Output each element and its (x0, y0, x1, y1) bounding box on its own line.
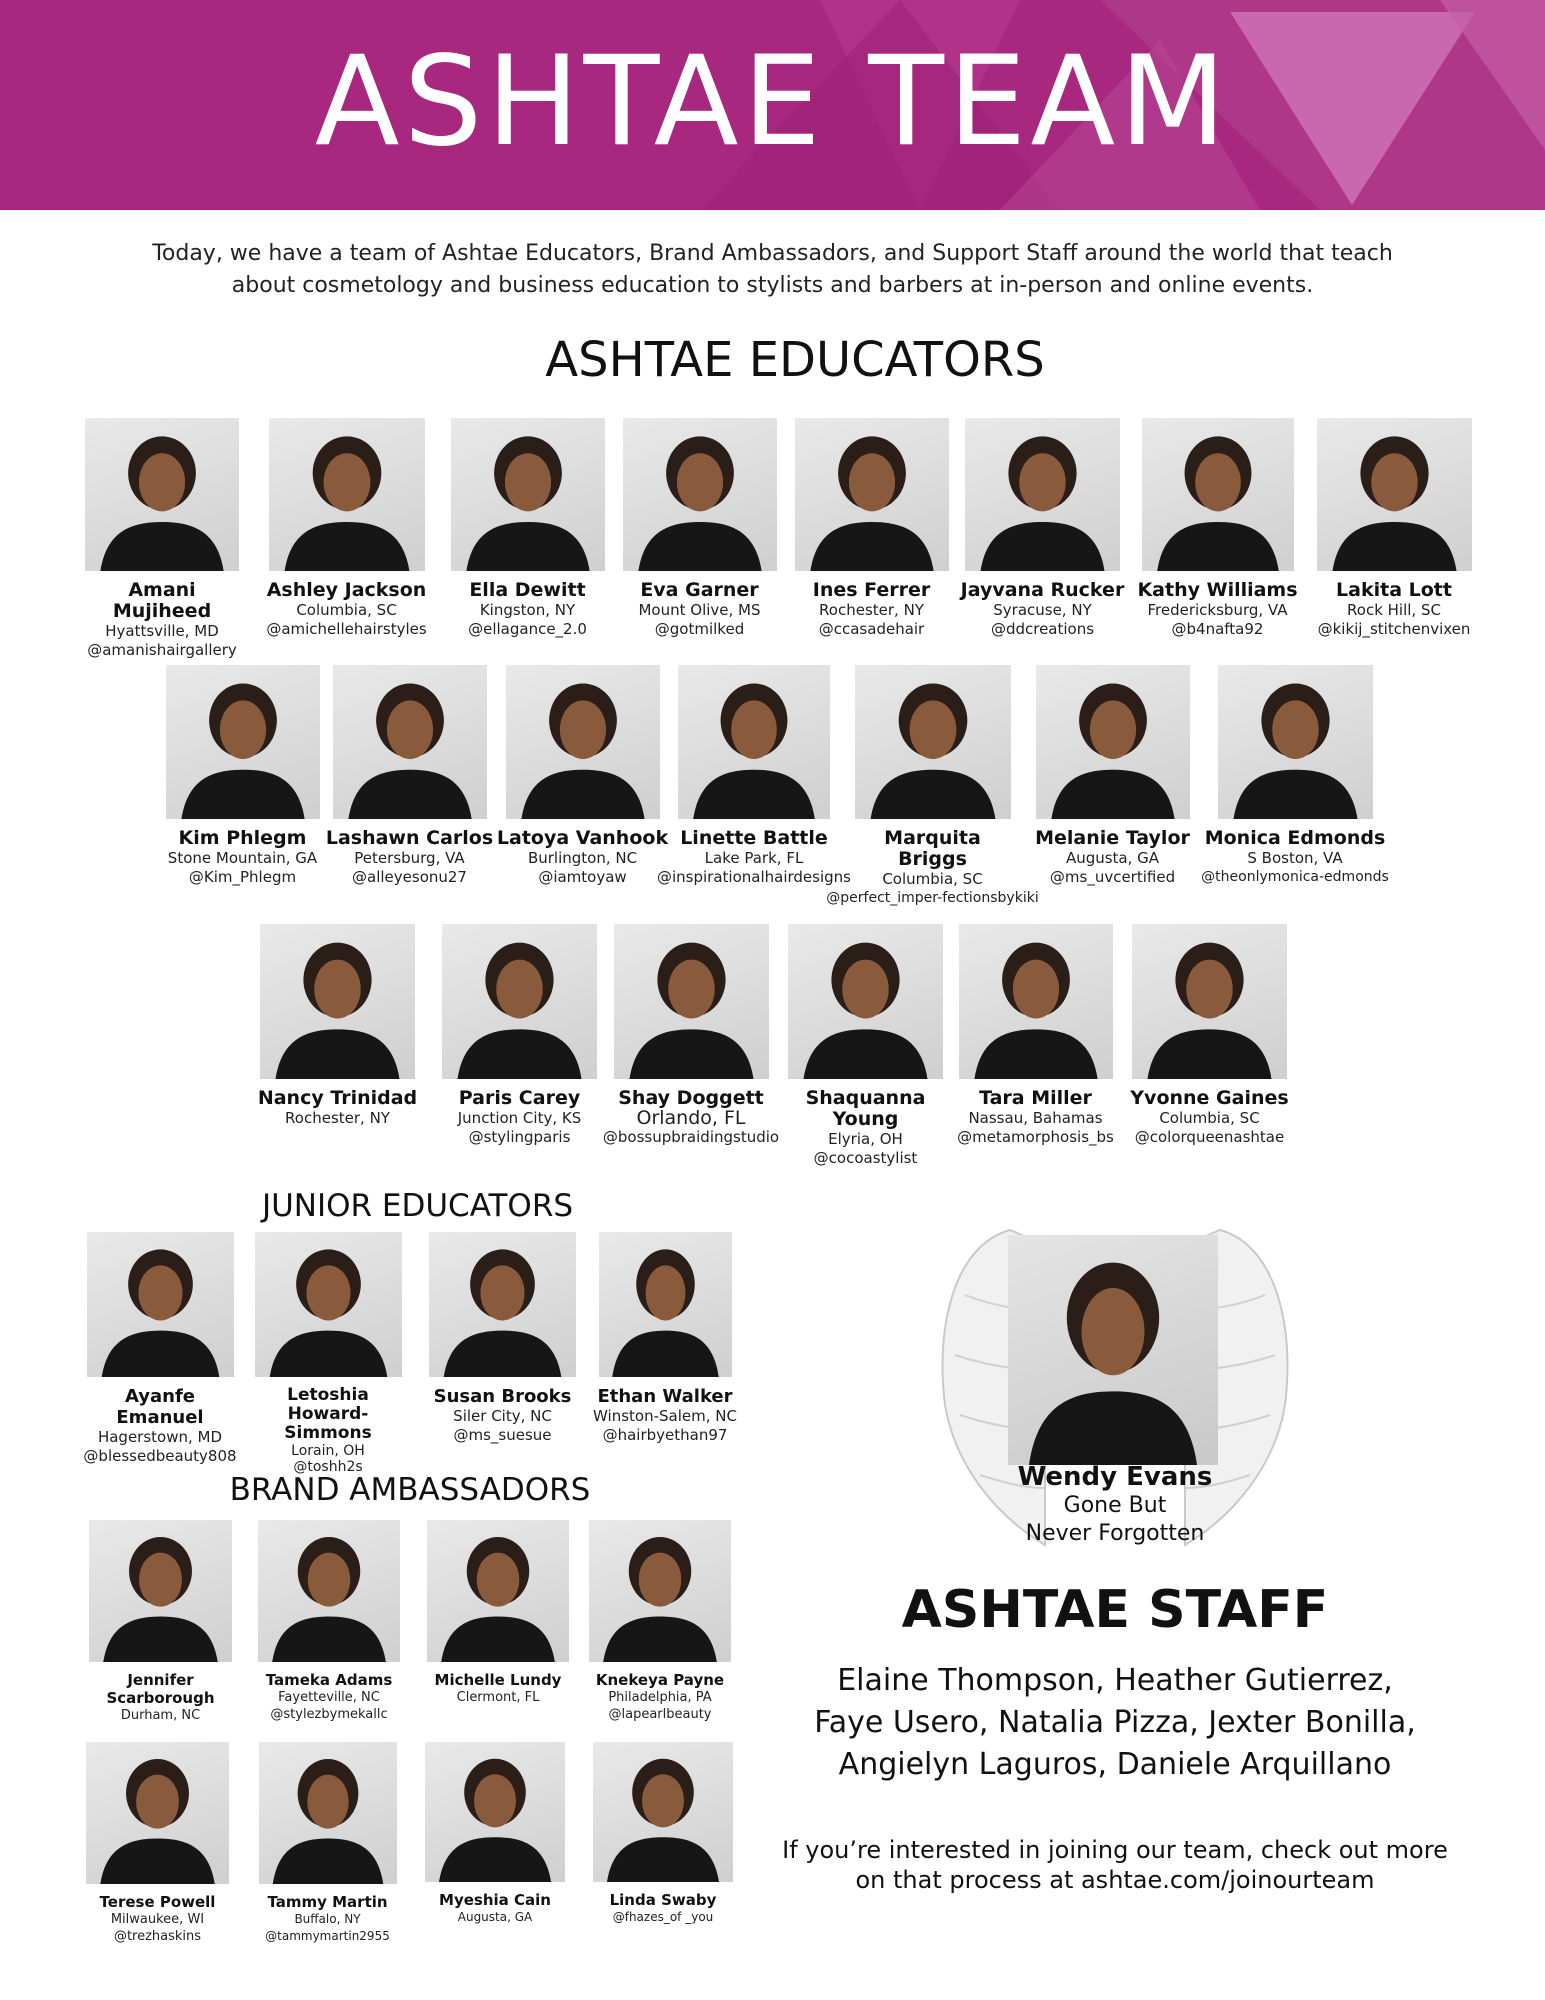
member-name: Lashawn Carlos (325, 827, 494, 849)
member-handle: @theonlymonica-edmonds (1201, 869, 1389, 885)
member-location: S Boston, VA (1247, 849, 1343, 867)
member-location: Lake Park, FL (704, 849, 804, 867)
member-location: Durham, NC (120, 1708, 201, 1723)
member-location: Siler City, NC (453, 1407, 552, 1425)
portrait-photo (959, 924, 1113, 1079)
portrait-photo (260, 924, 415, 1079)
member-handle: @colorqueenashtae (1134, 1128, 1285, 1146)
portrait-photo (89, 1520, 232, 1662)
member-name: Kathy Williams (1137, 579, 1298, 601)
portrait-photo (258, 1520, 400, 1662)
junior-card (585, 1232, 745, 1445)
portrait-silhouette (623, 418, 777, 571)
educator-card (1304, 418, 1484, 639)
member-location: Mount Olive, MS (638, 601, 761, 619)
portrait-photo (425, 1742, 565, 1882)
staff-heading: ASHTAE STAFF (901, 1580, 1329, 1640)
portrait-silhouette (788, 924, 943, 1079)
portrait-photo (333, 665, 487, 819)
member-name: Tameka Adams (265, 1671, 393, 1689)
member-name: Ella Dewitt (469, 579, 586, 601)
memorial-portrait-photo (1008, 1235, 1218, 1465)
memorial-name: Wendy Evans (1017, 1462, 1213, 1492)
portrait-photo (599, 1232, 732, 1377)
member-name: Lakita Lott (1336, 579, 1452, 601)
member-location: Hagerstown, MD (97, 1428, 223, 1446)
portrait-silhouette (1218, 665, 1373, 819)
member-location: Junction City, KS (457, 1109, 582, 1127)
educator-card (948, 924, 1123, 1147)
educator-card (250, 924, 425, 1128)
member-handle: @cocoastylist (813, 1149, 918, 1167)
member-name: Linette Battle (680, 827, 828, 849)
portrait-silhouette (678, 665, 830, 819)
member-handle: @ccasadehair (818, 620, 925, 638)
portrait-silhouette (427, 1520, 569, 1662)
member-name: Ashley Jackson (266, 579, 427, 601)
ambassador-card (418, 1520, 578, 1706)
member-handle: @fhazes_of _you (612, 1910, 714, 1924)
ambassador-card (78, 1520, 243, 1724)
educators-heading: ASHTAE EDUCATORS (545, 332, 1045, 388)
memorial-caption (965, 1462, 1265, 1548)
member-location: Buffalo, NY (294, 1912, 361, 1926)
educator-card (612, 418, 787, 639)
staff-line-3: Angielyn Laguros, Daniele Arquillano (838, 1747, 1392, 1782)
ambassador-card (580, 1520, 740, 1723)
member-handle: @ms_uvcertified (1049, 868, 1176, 886)
portrait-photo (614, 924, 769, 1079)
member-location: Rochester, NY (819, 601, 924, 619)
portrait-silhouette (255, 1232, 402, 1377)
member-handle: @metamorphosis_bs (957, 1128, 1114, 1146)
junior-card (248, 1232, 408, 1475)
staff-line-1: Elaine Thompson, Heather Gutierrez, (837, 1663, 1393, 1698)
member-name: Myeshia Cain (439, 1891, 551, 1909)
member-handle: @perfect_imper-fectionsbykiki (826, 890, 1039, 906)
educator-card (440, 418, 615, 639)
member-location: Winston-Salem, NC (593, 1407, 737, 1425)
ambassador-card (249, 1520, 409, 1723)
educator-card (596, 924, 786, 1147)
intro-text: Today, we have a team of Ashtae Educators, Brand Ambassadors, and Support Staff around the world that teach about cosmetology and business education to stylists and barbers at in-person and online events. (152, 241, 1393, 298)
portrait-photo (442, 924, 597, 1079)
portrait-silhouette (425, 1742, 565, 1882)
educator-card (778, 924, 953, 1168)
junior-card (80, 1232, 240, 1466)
portrait-silhouette (855, 665, 1011, 819)
member-location: Milwaukee, WI (110, 1912, 205, 1927)
member-handle: @lapearlbeauty (608, 1707, 712, 1722)
staff-names (800, 1660, 1430, 1786)
member-handle: @amanishairgallery (87, 641, 237, 659)
member-name: Latoya Vanhook (496, 827, 669, 849)
member-location: Nassau, Bahamas (968, 1109, 1103, 1127)
portrait-silhouette (959, 924, 1113, 1079)
portrait-photo (259, 1742, 397, 1884)
junior-card (420, 1232, 585, 1445)
member-handle: @alleyesonu27 (352, 868, 467, 886)
member-handle: @toshh2s (293, 1459, 363, 1475)
member-name: Ayanfe Emanuel (116, 1386, 204, 1428)
portrait-silhouette (589, 1520, 731, 1662)
memorial-line-1: Gone But (1063, 1493, 1167, 1518)
portrait-silhouette (86, 1742, 229, 1884)
member-name: Shaquanna Young (805, 1087, 926, 1130)
portrait-photo (429, 1232, 576, 1377)
member-location: Orlando, FL (636, 1107, 746, 1129)
header-banner (0, 0, 1545, 210)
member-location: Burlington, NC (527, 849, 638, 867)
member-location: Augusta, GA (1065, 849, 1160, 867)
join-line-2: on that process at ashtae.com/joinourteam (855, 1866, 1375, 1894)
portrait-silhouette (1008, 1235, 1218, 1465)
educator-card (495, 665, 670, 887)
portrait-photo (855, 665, 1011, 819)
member-location: Stone Mountain, GA (167, 849, 318, 867)
member-location: Augusta, GA (457, 1910, 533, 1924)
educator-card (955, 418, 1130, 639)
ambassador-card (80, 1742, 235, 1945)
portrait-silhouette (259, 1742, 397, 1884)
member-name: Kim Phlegm (178, 827, 307, 849)
member-name: Jennifer Scarborough (106, 1671, 215, 1707)
member-location: Columbia, SC (296, 601, 397, 619)
portrait-photo (1132, 924, 1287, 1079)
member-location: Fayetteville, NC (278, 1690, 380, 1705)
member-location: Syracuse, NY (993, 601, 1092, 619)
educator-card (815, 665, 1050, 908)
member-name: Terese Powell (99, 1893, 216, 1911)
member-name: Knekeya Payne (595, 1671, 725, 1689)
member-location: Philadelphia, PA (608, 1690, 712, 1705)
portrait-silhouette (965, 418, 1120, 571)
portrait-photo (255, 1232, 402, 1377)
educator-card (432, 924, 607, 1147)
page-title: ASHTAE TEAM (314, 30, 1231, 174)
member-name: Susan Brooks (433, 1386, 572, 1407)
portrait-silhouette (85, 418, 239, 571)
member-handle: @b4nafta92 (1171, 620, 1264, 638)
member-location: Columbia, SC (882, 870, 983, 888)
member-name: Paris Carey (458, 1087, 581, 1109)
member-handle: @Kim_Phlegm (188, 868, 297, 886)
member-handle: @ddcreations (990, 620, 1095, 638)
member-handle: @trezhaskins (113, 1929, 202, 1944)
member-location: Lorain, OH (291, 1443, 365, 1459)
portrait-photo (788, 924, 943, 1079)
portrait-silhouette (1317, 418, 1472, 571)
member-location: Hyattsville, MD (105, 622, 219, 640)
join-line-1: If you’re interested in joining our team, check out more (782, 1836, 1448, 1864)
ambassador-card (415, 1742, 575, 1926)
portrait-photo (85, 418, 239, 571)
portrait-photo (451, 418, 605, 571)
junior-heading: JUNIOR EDUCATORS (261, 1188, 574, 1224)
educator-card (82, 418, 242, 660)
portrait-silhouette (1036, 665, 1190, 819)
member-name: Tammy Martin (267, 1893, 388, 1911)
member-handle: @inspirationalhairdesigns (657, 868, 851, 886)
portrait-photo (427, 1520, 569, 1662)
portrait-silhouette (599, 1232, 732, 1377)
member-name: Amani Mujiheed (112, 579, 212, 622)
member-name: Eva Garner (640, 579, 759, 601)
member-location: Rock Hill, SC (1347, 601, 1441, 619)
member-location: Kingston, NY (479, 601, 576, 619)
member-location: Elyria, OH (828, 1130, 903, 1148)
member-name: Nancy Trinidad (257, 1087, 418, 1109)
member-location: Clermont, FL (456, 1690, 540, 1705)
portrait-silhouette (1142, 418, 1294, 571)
educator-card (259, 418, 434, 639)
portrait-silhouette (429, 1232, 576, 1377)
member-handle: @iamtoyaw (538, 868, 627, 886)
member-name: Linda Swaby (609, 1891, 717, 1909)
member-handle: @stylezbymekallc (270, 1707, 388, 1722)
educator-card (784, 418, 959, 639)
member-location: Petersburg, VA (354, 849, 465, 867)
portrait-silhouette (1132, 924, 1287, 1079)
member-handle: @hairbyethan97 (602, 1426, 728, 1444)
portrait-photo (593, 1742, 733, 1882)
member-location: Fredericksburg, VA (1147, 601, 1288, 619)
educator-card (1190, 665, 1400, 887)
member-handle: @stylingparis (468, 1128, 571, 1146)
educator-card (1025, 665, 1200, 887)
portrait-silhouette (269, 418, 425, 571)
member-handle: @blessedbeauty808 (83, 1447, 237, 1465)
member-handle: @amichellehairstyles (266, 620, 427, 638)
member-handle: @kikij_stitchenvixen (1317, 620, 1471, 638)
memorial-line-2: Never Forgotten (1025, 1521, 1205, 1546)
portrait-photo (623, 418, 777, 571)
member-location: Columbia, SC (1159, 1109, 1260, 1127)
portrait-photo (269, 418, 425, 571)
portrait-silhouette (593, 1742, 733, 1882)
member-name: Marquita Briggs (884, 827, 981, 870)
member-name: Tara Miller (979, 1087, 1092, 1109)
portrait-photo (166, 665, 320, 819)
portrait-photo (1218, 665, 1373, 819)
member-name: Ethan Walker (597, 1386, 733, 1407)
member-name: Letoshia Howard-Simmons (284, 1385, 372, 1443)
staff-line-2: Faye Usero, Natalia Pizza, Jexter Bonilla, (814, 1705, 1416, 1740)
portrait-silhouette (614, 924, 769, 1079)
member-handle: @bossupbraidingstudio (602, 1128, 780, 1146)
member-name: Michelle Lundy (434, 1671, 562, 1689)
member-handle: @ellagance_2.0 (468, 620, 587, 638)
portrait-photo (965, 418, 1120, 571)
portrait-photo (678, 665, 830, 819)
portrait-silhouette (333, 665, 487, 819)
portrait-silhouette (506, 665, 660, 819)
portrait-photo (86, 1742, 229, 1884)
educator-card (322, 665, 497, 887)
portrait-silhouette (260, 924, 415, 1079)
portrait-photo (87, 1232, 234, 1377)
portrait-photo (1036, 665, 1190, 819)
member-name: Jayvana Rucker (960, 579, 1125, 601)
portrait-photo (589, 1520, 731, 1662)
portrait-photo (795, 418, 949, 571)
member-name: Monica Edmonds (1204, 827, 1386, 849)
portrait-silhouette (795, 418, 949, 571)
portrait-silhouette (451, 418, 605, 571)
portrait-silhouette (87, 1232, 234, 1377)
member-name: Melanie Taylor (1035, 827, 1190, 849)
portrait-photo (1317, 418, 1472, 571)
portrait-photo (506, 665, 660, 819)
member-location: Rochester, NY (285, 1109, 390, 1127)
member-handle: @gotmilked (654, 620, 745, 638)
member-name: Shay Doggett (618, 1087, 764, 1109)
portrait-silhouette (442, 924, 597, 1079)
portrait-silhouette (258, 1520, 400, 1662)
portrait-silhouette (166, 665, 320, 819)
ambassadors-heading: BRAND AMBASSADORS (229, 1472, 591, 1508)
member-handle: @ms_suesue (453, 1426, 552, 1444)
portrait-silhouette (89, 1520, 232, 1662)
member-handle: @tammymartin2955 (265, 1929, 390, 1943)
member-name: Ines Ferrer (812, 579, 931, 601)
portrait-photo (1142, 418, 1294, 571)
educator-card (1122, 924, 1297, 1147)
join-team-text (775, 1835, 1455, 1895)
ambassador-card (583, 1742, 743, 1926)
educator-card (1130, 418, 1305, 639)
educator-card (155, 665, 330, 887)
member-name: Yvonne Gaines (1130, 1087, 1289, 1109)
ambassador-card (250, 1742, 405, 1945)
